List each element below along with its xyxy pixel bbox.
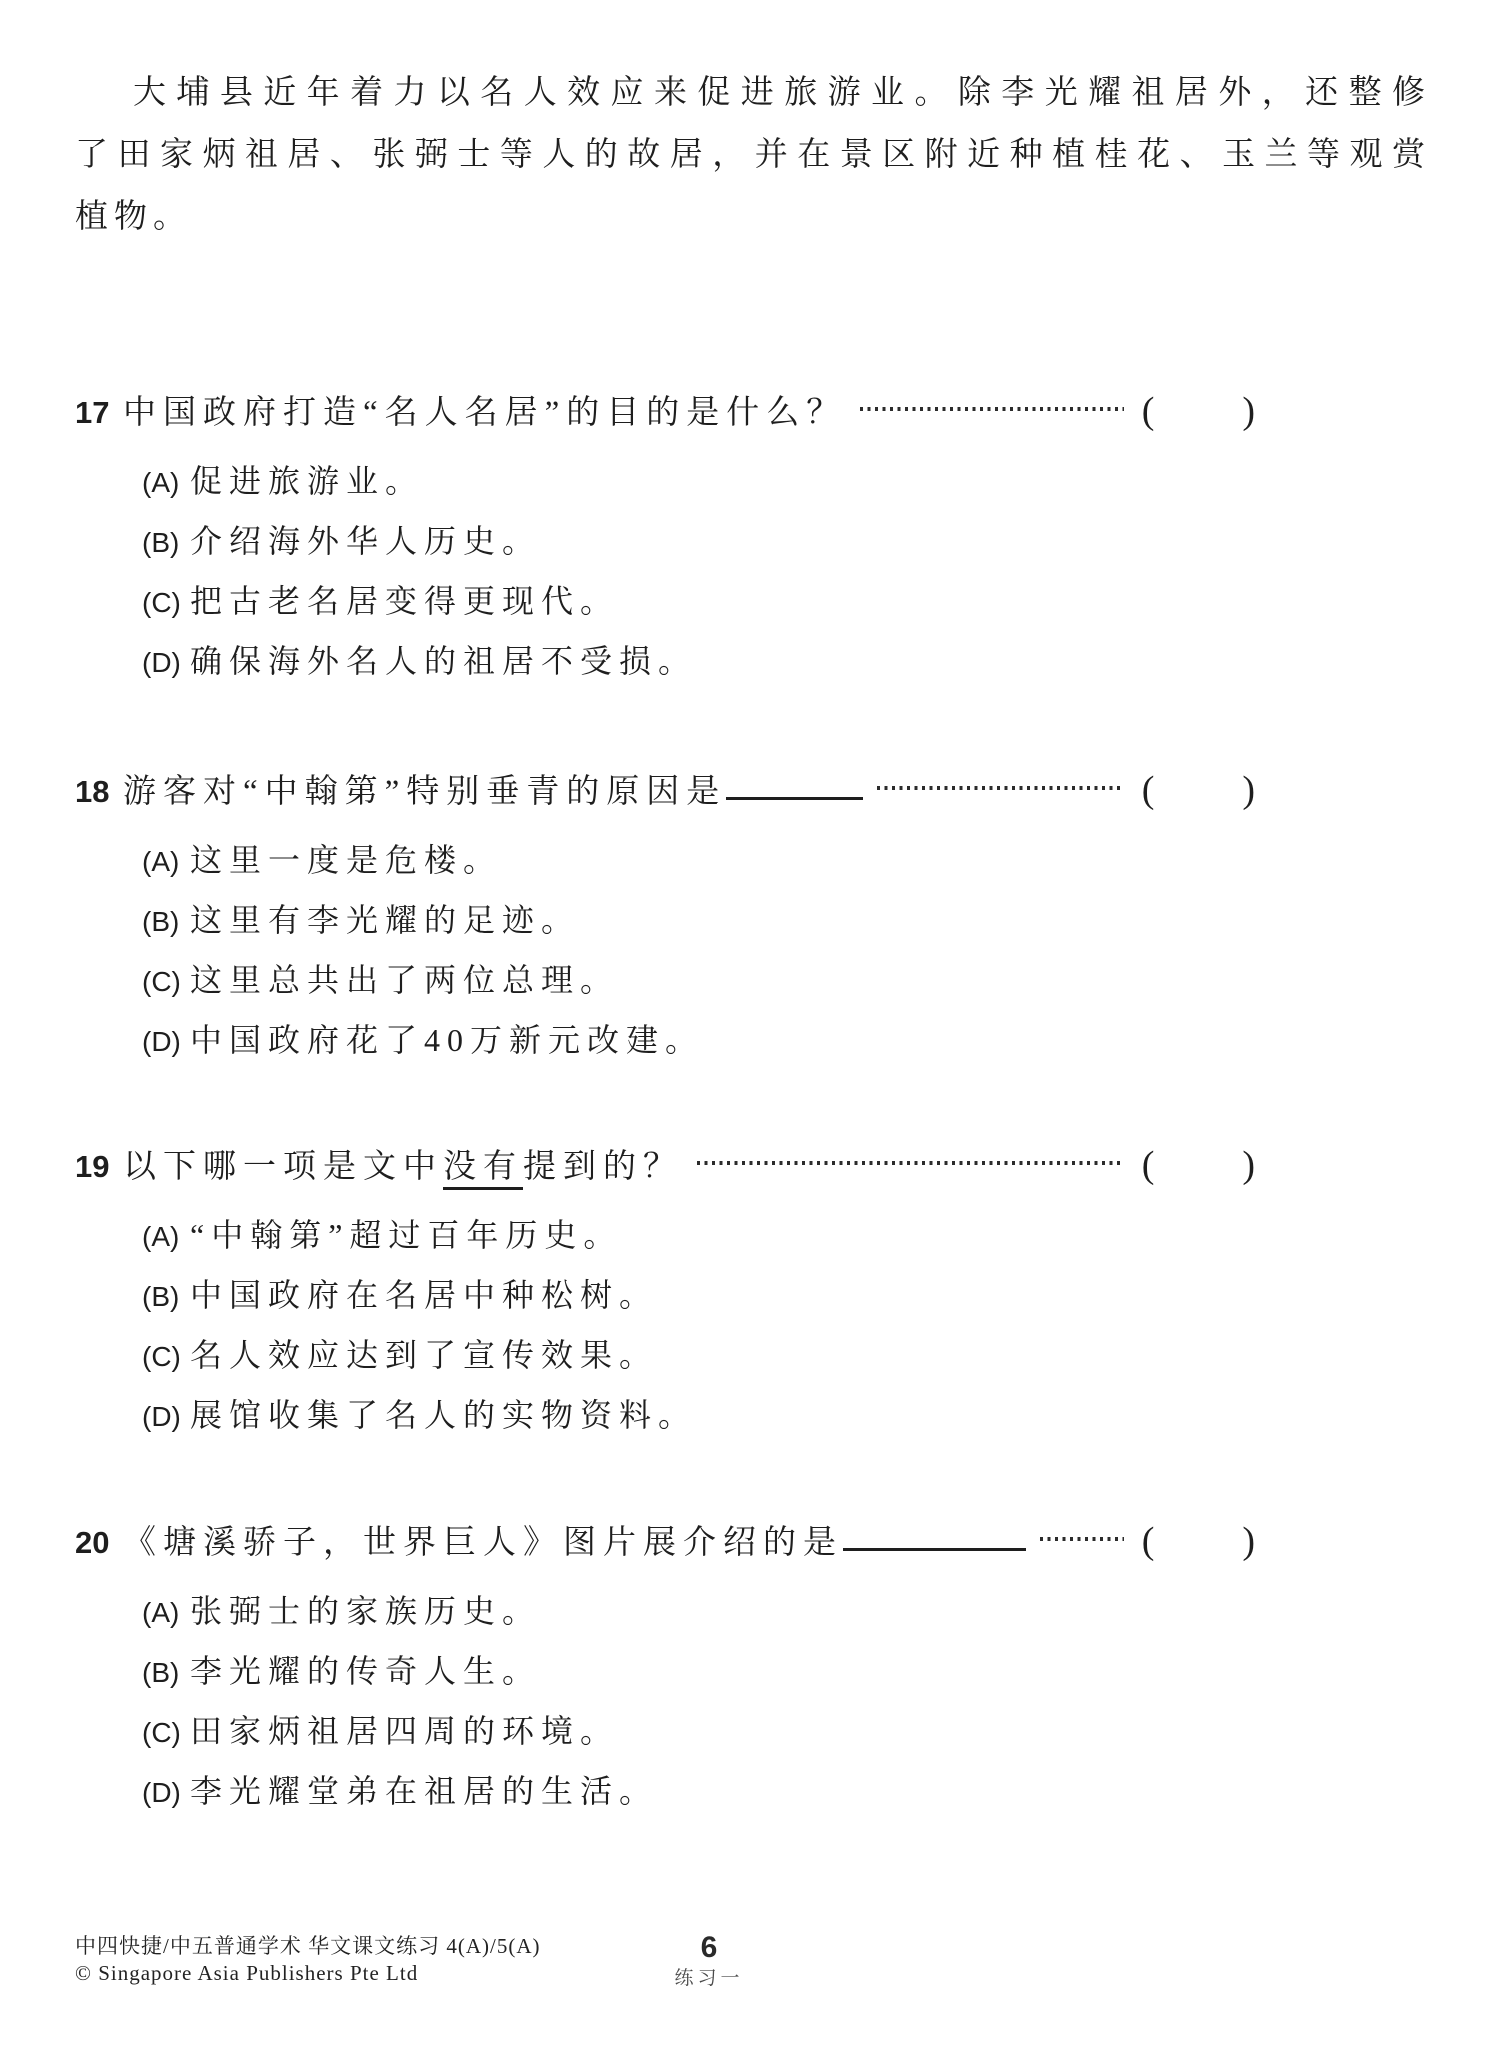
option-text: 这里总共出了两位总理。 [190, 962, 620, 998]
option-text: 李光耀的传奇人生。 [190, 1653, 542, 1689]
question-18-line [75, 760, 1255, 820]
option-row [142, 631, 1255, 691]
footer-copyright: © Singapore Asia Publishers Pte Ltd [75, 1961, 419, 1985]
option-row [142, 950, 1255, 1010]
paren-open-mark: ( [1141, 1144, 1155, 1186]
question-19-line [75, 1135, 1255, 1195]
option-text: 确保海外名人的祖居不受损。 [190, 643, 698, 679]
option-row [142, 451, 1255, 511]
question-block-18 [75, 760, 1255, 1070]
question-text: 中国政府打造“名人名居”的目的是什么？ [123, 395, 847, 431]
option-letter: (C) [142, 1717, 181, 1748]
option-text: 李光耀堂弟在祖居的生活。 [190, 1773, 659, 1809]
option-text: 介绍海外华人历史。 [190, 523, 542, 559]
question-20-line [75, 1511, 1255, 1571]
option-letter: (A) [142, 846, 180, 877]
options-list [75, 451, 1255, 691]
option-text: 中国政府在名居中种松树。 [190, 1277, 659, 1313]
reading-passage [75, 62, 1431, 248]
paren-close-mark: ) [1242, 1520, 1255, 1562]
option-row [142, 1761, 1255, 1821]
answer-parentheses [1142, 760, 1255, 820]
question-text-pre: 以下哪一项是文中 [123, 1149, 443, 1185]
option-text: 这里一度是危楼。 [190, 842, 503, 878]
option-text: “中翰第”超过百年历史。 [190, 1217, 623, 1253]
answer-parentheses [1142, 1135, 1255, 1195]
question-text-post: 提到的？ [523, 1149, 683, 1185]
option-row [142, 511, 1255, 571]
option-letter: (D) [142, 647, 181, 678]
option-letter: (A) [142, 467, 180, 498]
footer-series-title: 中四快捷/中五普通学术 华文课文练习 4(A)/5(A) [75, 1934, 541, 1958]
question-number: 17 [75, 395, 110, 430]
question-number: 19 [75, 1149, 110, 1184]
option-letter: (B) [142, 906, 180, 937]
question-text: 游客对“中翰第”特别垂青的原因是 [123, 774, 727, 810]
option-text: 田家炳祖居四周的环境。 [190, 1713, 620, 1749]
paren-close-mark: ) [1242, 1144, 1255, 1186]
option-row [142, 1701, 1255, 1761]
question-17-line [75, 381, 1255, 441]
paren-open-mark: ( [1141, 390, 1155, 432]
option-letter: (B) [142, 1657, 180, 1688]
option-letter: (B) [142, 1281, 180, 1312]
fill-in-blank-line [726, 797, 863, 800]
dotted-leader [697, 1161, 1124, 1165]
paren-close-mark: ) [1242, 390, 1255, 432]
option-row [142, 571, 1255, 631]
option-text: 展馆收集了名人的实物资料。 [190, 1397, 698, 1433]
page-number: 6 [700, 1931, 718, 1964]
question-block-20 [75, 1511, 1255, 1821]
option-letter: (A) [142, 1221, 180, 1252]
question-number: 18 [75, 774, 110, 809]
question-text-underlined: 没有 [443, 1149, 523, 1190]
option-row [142, 1581, 1255, 1641]
option-text: 张弼士的家族历史。 [190, 1593, 542, 1629]
option-letter: (D) [142, 1777, 181, 1808]
option-letter: (A) [142, 1597, 180, 1628]
option-letter: (C) [142, 966, 181, 997]
dotted-leader [860, 407, 1123, 411]
option-letter: (D) [142, 1026, 181, 1057]
option-letter: (B) [142, 527, 180, 558]
option-row [142, 1205, 1255, 1265]
passage-line: 植物。 [75, 199, 192, 235]
paren-close-mark: ) [1242, 769, 1255, 811]
question-block-17 [75, 381, 1255, 691]
option-letter: (C) [142, 587, 181, 618]
passage-line: 了田家炳祖居、张弼士等人的故居，并在景区附近种植桂花、玉兰等观赏 [75, 137, 1431, 173]
answer-parentheses [1142, 1511, 1255, 1571]
paren-open-mark: ( [1141, 769, 1155, 811]
option-text: 中国政府花了40万新元改建。 [190, 1022, 705, 1058]
paren-open-mark: ( [1141, 1520, 1155, 1562]
option-row [142, 1010, 1255, 1070]
option-row [142, 890, 1255, 950]
option-text: 这里有李光耀的足迹。 [190, 902, 581, 938]
options-list [75, 1205, 1255, 1445]
footer-page-info [594, 1930, 824, 1992]
passage-line: 大埔县近年着力以名人效应来促进旅游业。除李光耀祖居外，还整修 [133, 75, 1431, 111]
answer-parentheses [1142, 381, 1255, 441]
option-text: 促进旅游业。 [190, 463, 425, 499]
option-row [142, 1641, 1255, 1701]
question-number: 20 [75, 1525, 110, 1560]
dotted-leader [1040, 1537, 1124, 1541]
option-letter: (C) [142, 1341, 181, 1372]
dotted-leader [877, 786, 1123, 790]
option-row [142, 1265, 1255, 1325]
fill-in-blank-line [843, 1548, 1026, 1551]
options-list [75, 830, 1255, 1070]
option-text: 名人效应达到了宣传效果。 [190, 1337, 659, 1373]
option-text: 把古老名居变得更现代。 [190, 583, 620, 619]
option-row [142, 830, 1255, 890]
options-list [75, 1581, 1255, 1821]
option-row [142, 1325, 1255, 1385]
footer-publication-info [75, 1933, 540, 1987]
option-letter: (D) [142, 1401, 181, 1432]
question-text: 《塘溪骄子，世界巨人》图片展介绍的是 [123, 1525, 843, 1561]
question-text [123, 1137, 683, 1197]
exercise-name: 练习一 [674, 1968, 744, 1989]
question-block-19 [75, 1135, 1255, 1445]
option-row [142, 1385, 1255, 1445]
